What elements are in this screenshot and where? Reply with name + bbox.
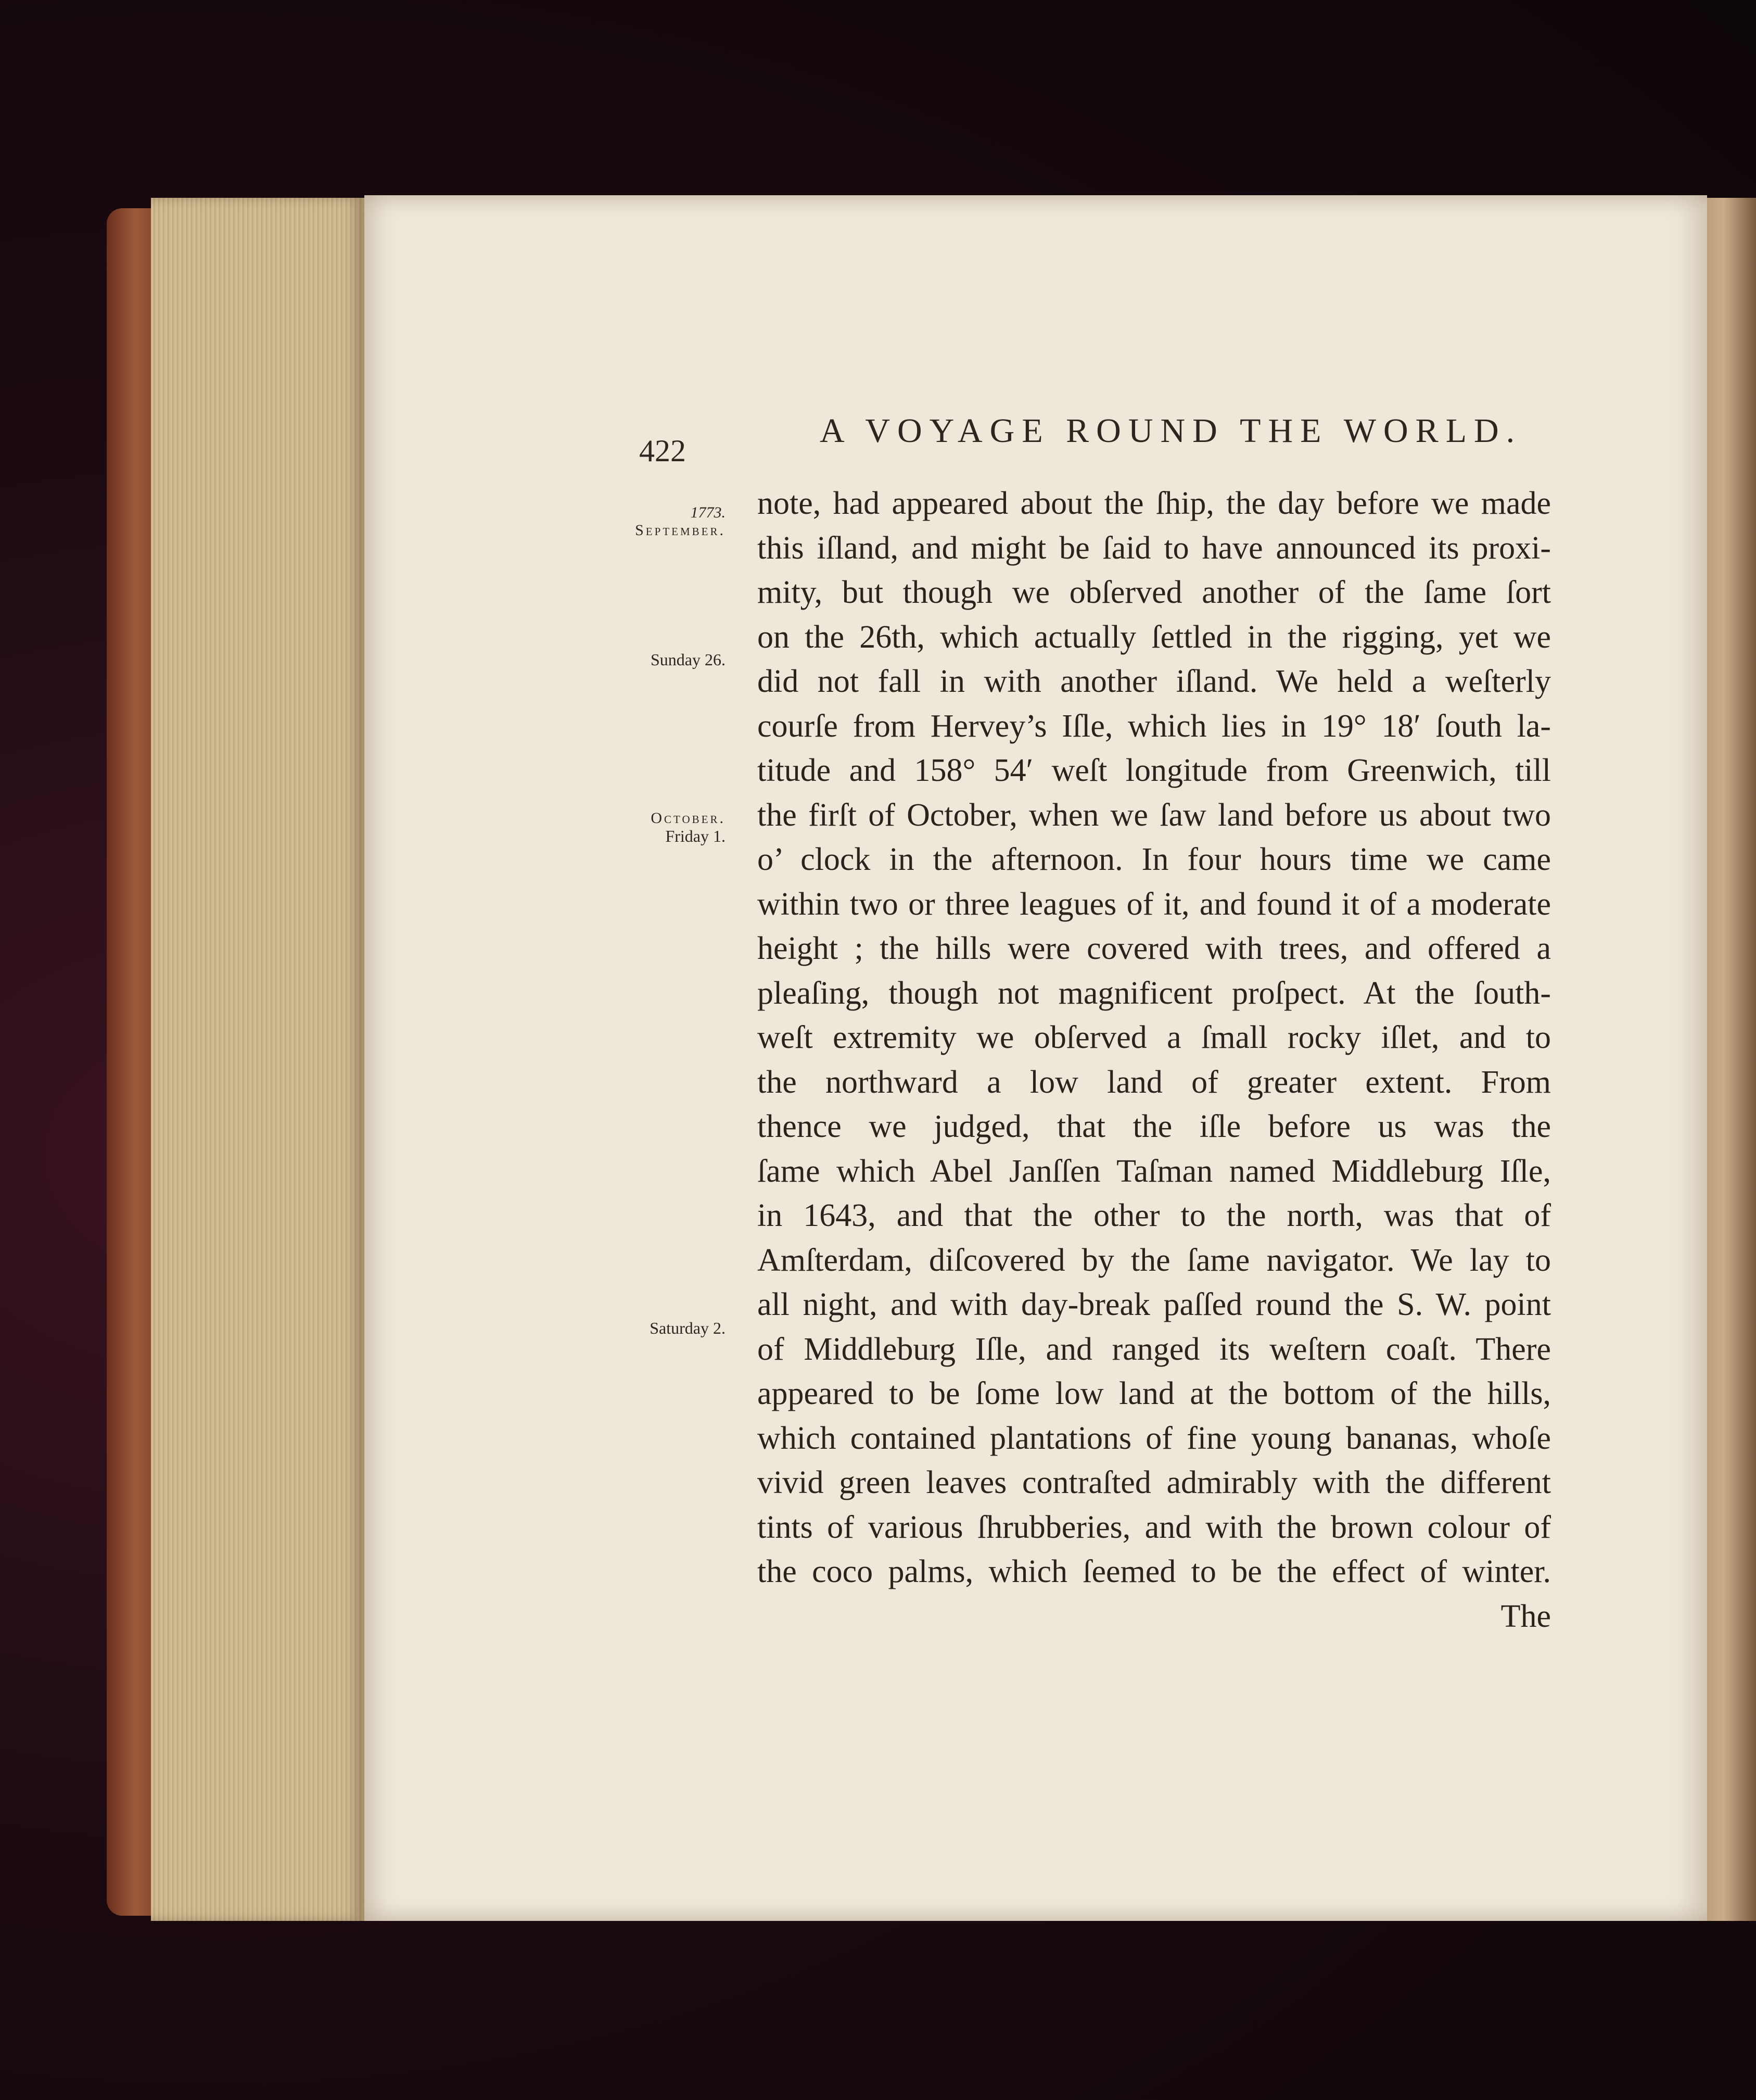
text-line: courſe from Hervey’s Iſle, which lies in 19° 18′ ſouth la-: [757, 708, 1551, 744]
margin-note-year: 1773.: [690, 504, 726, 521]
page-edges-right: [1702, 198, 1756, 1921]
text-line: of Middleburg Iſle, and ranged its weſtern coaſt. There: [757, 1331, 1551, 1367]
text-line: weſt extremity we obſerved a ſmall rocky iſlet, and to: [757, 1020, 1551, 1055]
margin-note-saturday: Saturday 2.: [650, 1319, 726, 1337]
text-line: note, had appeared about the ſhip, the day before we made: [757, 486, 1551, 521]
running-head-title: A VOYAGE ROUND THE WORLD.: [820, 412, 1522, 450]
text-line: appeared to be ſome low land at the bottom of the hills,: [757, 1376, 1551, 1411]
text-line: the coco palms, which ſeemed to be the effect of winter.: [757, 1554, 1551, 1589]
text-line: pleaſing, though not magnificent proſpect. At the ſouth-: [757, 975, 1551, 1011]
text-line: titude and 158° 54′ weſt longitude from Greenwich, till: [757, 753, 1551, 788]
margin-note-year-month: [635, 504, 726, 539]
text-line: Amſterdam, diſcovered by the ſame navigator. We lay to: [757, 1242, 1551, 1278]
text-line: the firſt of October, when we ſaw land before us about two: [757, 797, 1551, 833]
text-line: in 1643, and that the other to the north, was that of: [757, 1198, 1551, 1233]
text-line: which contained plantations of fine young bananas, whoſe: [757, 1420, 1551, 1456]
text-line: mity, but though we obſerved another of the ſame ſort: [757, 575, 1551, 610]
text-line: height ; the hills were covered with trees, and offered a: [757, 931, 1551, 966]
body-text: [757, 482, 1551, 1639]
catchword: The: [1500, 1598, 1551, 1634]
page-number: 422: [639, 434, 686, 468]
text-line: the northward a low land of greater extent. From: [757, 1064, 1551, 1100]
margin-note-month-october: October.: [651, 809, 726, 827]
margin-note-friday: Friday 1.: [665, 827, 726, 845]
text-line: all night, and with day-break paſſed round the S. W. point: [757, 1287, 1551, 1322]
margin-note-sunday: Sunday 26.: [651, 650, 726, 669]
text-line: tints of various ſhrubberies, and with the brown colour of: [757, 1509, 1551, 1545]
text-line: within two or three leagues of it, and found it of a moderate: [757, 886, 1551, 922]
text-line: o’ clock in the afternoon. In four hours time we came: [757, 842, 1551, 877]
text-line: on the 26th, which actually ſettled in the rigging, yet we: [757, 619, 1551, 655]
text-line: did not fall in with another iſland. We held a weſterly: [757, 664, 1551, 699]
text-line: this iſland, and might be ſaid to have announced its proxi-: [757, 530, 1551, 566]
text-line: vivid green leaves contraſted admirably with the different: [757, 1465, 1551, 1500]
page-edges-left: [151, 198, 364, 1921]
text-line: thence we judged, that the iſle before us was the: [757, 1109, 1551, 1144]
margin-note-october: [651, 809, 726, 845]
text-line: ſame which Abel Janſſen Taſman named Middleburg Iſle,: [757, 1153, 1551, 1189]
margin-note-month: September.: [635, 522, 726, 539]
